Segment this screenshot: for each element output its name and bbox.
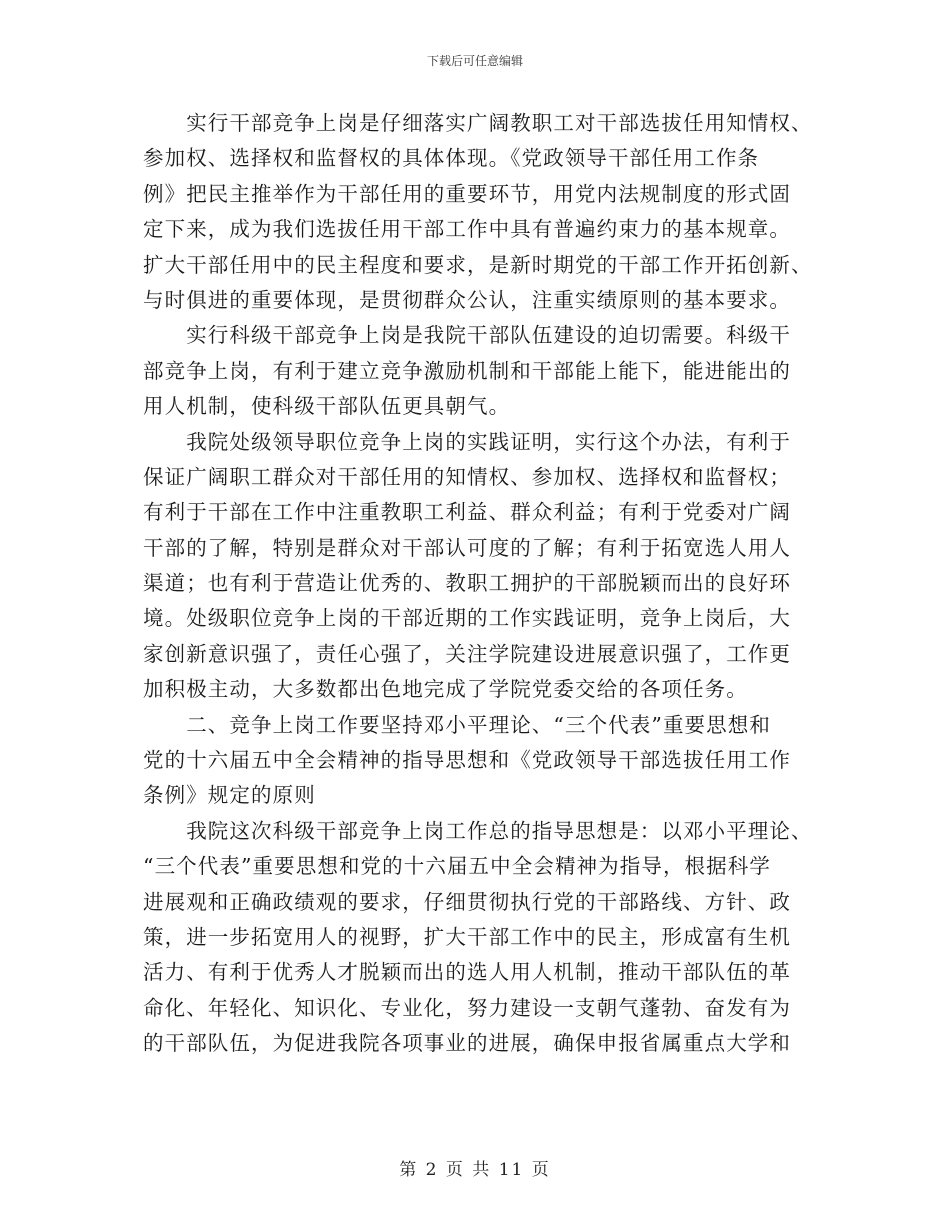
text-line: 有利于干部在工作中注重教职工利益、群众利益；有利于党委对广阔 bbox=[143, 500, 791, 525]
document-body bbox=[143, 106, 813, 1062]
text-line: 活力、有利于优秀人才脱颖而出的选人用人机制，推动干部队伍的革 bbox=[143, 960, 791, 985]
text-line: 定下来，成为我们选拔任用干部工作中具有普遍约束力的基本规章。 bbox=[143, 217, 791, 242]
text-line: 用人机制，使科级干部队伍更具朝气。 bbox=[143, 394, 511, 419]
text-line: “三个代表”重要思想和党的十六届五中全会精神为指导，根据科学 bbox=[143, 854, 771, 879]
text-line: 境。处级职位竞争上岗的干部近期的工作实践证明，竞争上岗后，大 bbox=[143, 606, 791, 631]
text-line: 实行干部竞争上岗是仔细落实广阔教职工对干部选拔任用知情权、 bbox=[143, 111, 813, 135]
text-line: 扩大干部任用中的民主程度和要求，是新时期党的干部工作开拓创新、 bbox=[143, 252, 813, 277]
text-line: 进展观和正确政绩观的要求，仔细贯彻执行党的干部路线、方针、政 bbox=[143, 889, 791, 914]
section-heading-line: 党的十六届五中全会精神的指导思想和《党政领导干部选拔任用工作 bbox=[143, 748, 791, 773]
text-line: 保证广阔职工群众对干部任用的知情权、参加权、选择权和监督权； bbox=[143, 464, 791, 489]
text-line: 家创新意识强了，责任心强了，关注学院建设进展意识强了，工作更 bbox=[143, 641, 791, 666]
text-line: 渠道；也有利于营造让优秀的、教职工拥护的干部脱颖而出的良好环 bbox=[143, 571, 791, 596]
text-line: 干部的了解，特别是群众对干部认可度的了解；有利于拓宽选人用人 bbox=[143, 535, 791, 560]
text-line: 我院这次科级干部竞争上岗工作总的指导思想是：以邓小平理论、 bbox=[143, 818, 813, 843]
section-heading-line: 条例》规定的原则 bbox=[143, 783, 316, 808]
text-line: 部竞争上岗，有利于建立竞争激励机制和干部能上能下，能进能出的 bbox=[143, 358, 791, 383]
text-line: 命化、年轻化、知识化、专业化，努力建设一支朝气蓬勃、奋发有为 bbox=[143, 995, 791, 1020]
text-line: 与时俱进的重要体现，是贯彻群众公认，注重实绩原则的基本要求。 bbox=[143, 287, 791, 312]
text-line: 策，进一步拓宽用人的视野，扩大干部工作中的民主，形成富有生机 bbox=[143, 924, 791, 949]
page-header: 下载后可任意编辑 bbox=[426, 54, 523, 68]
text-line: 例》把民主推举作为干部任用的重要环节，用党内法规制度的形式固 bbox=[143, 181, 791, 206]
text-line: 的干部队伍，为促进我院各项事业的进展，确保申报省属重点大学和 bbox=[143, 1031, 791, 1056]
text-line: 加积极主动，大多数都出色地完成了学院党委交给的各项任务。 bbox=[143, 677, 748, 702]
text-line: 参加权、选择权和监督权的具体体现。《党政领导干部任用工作条 bbox=[143, 146, 760, 171]
text-line: 我院处级领导职位竞争上岗的实践证明，实行这个办法，有利于 bbox=[143, 429, 791, 454]
section-heading-line: 二、竞争上岗工作要坚持邓小平理论、“三个代表”重要思想和 bbox=[143, 712, 771, 737]
text-line: 实行科级干部竞争上岗是我院干部队伍建设的迫切需要。科级干 bbox=[143, 323, 791, 348]
page-number-footer: 第 2 页 共 11 页 bbox=[399, 1160, 551, 1180]
